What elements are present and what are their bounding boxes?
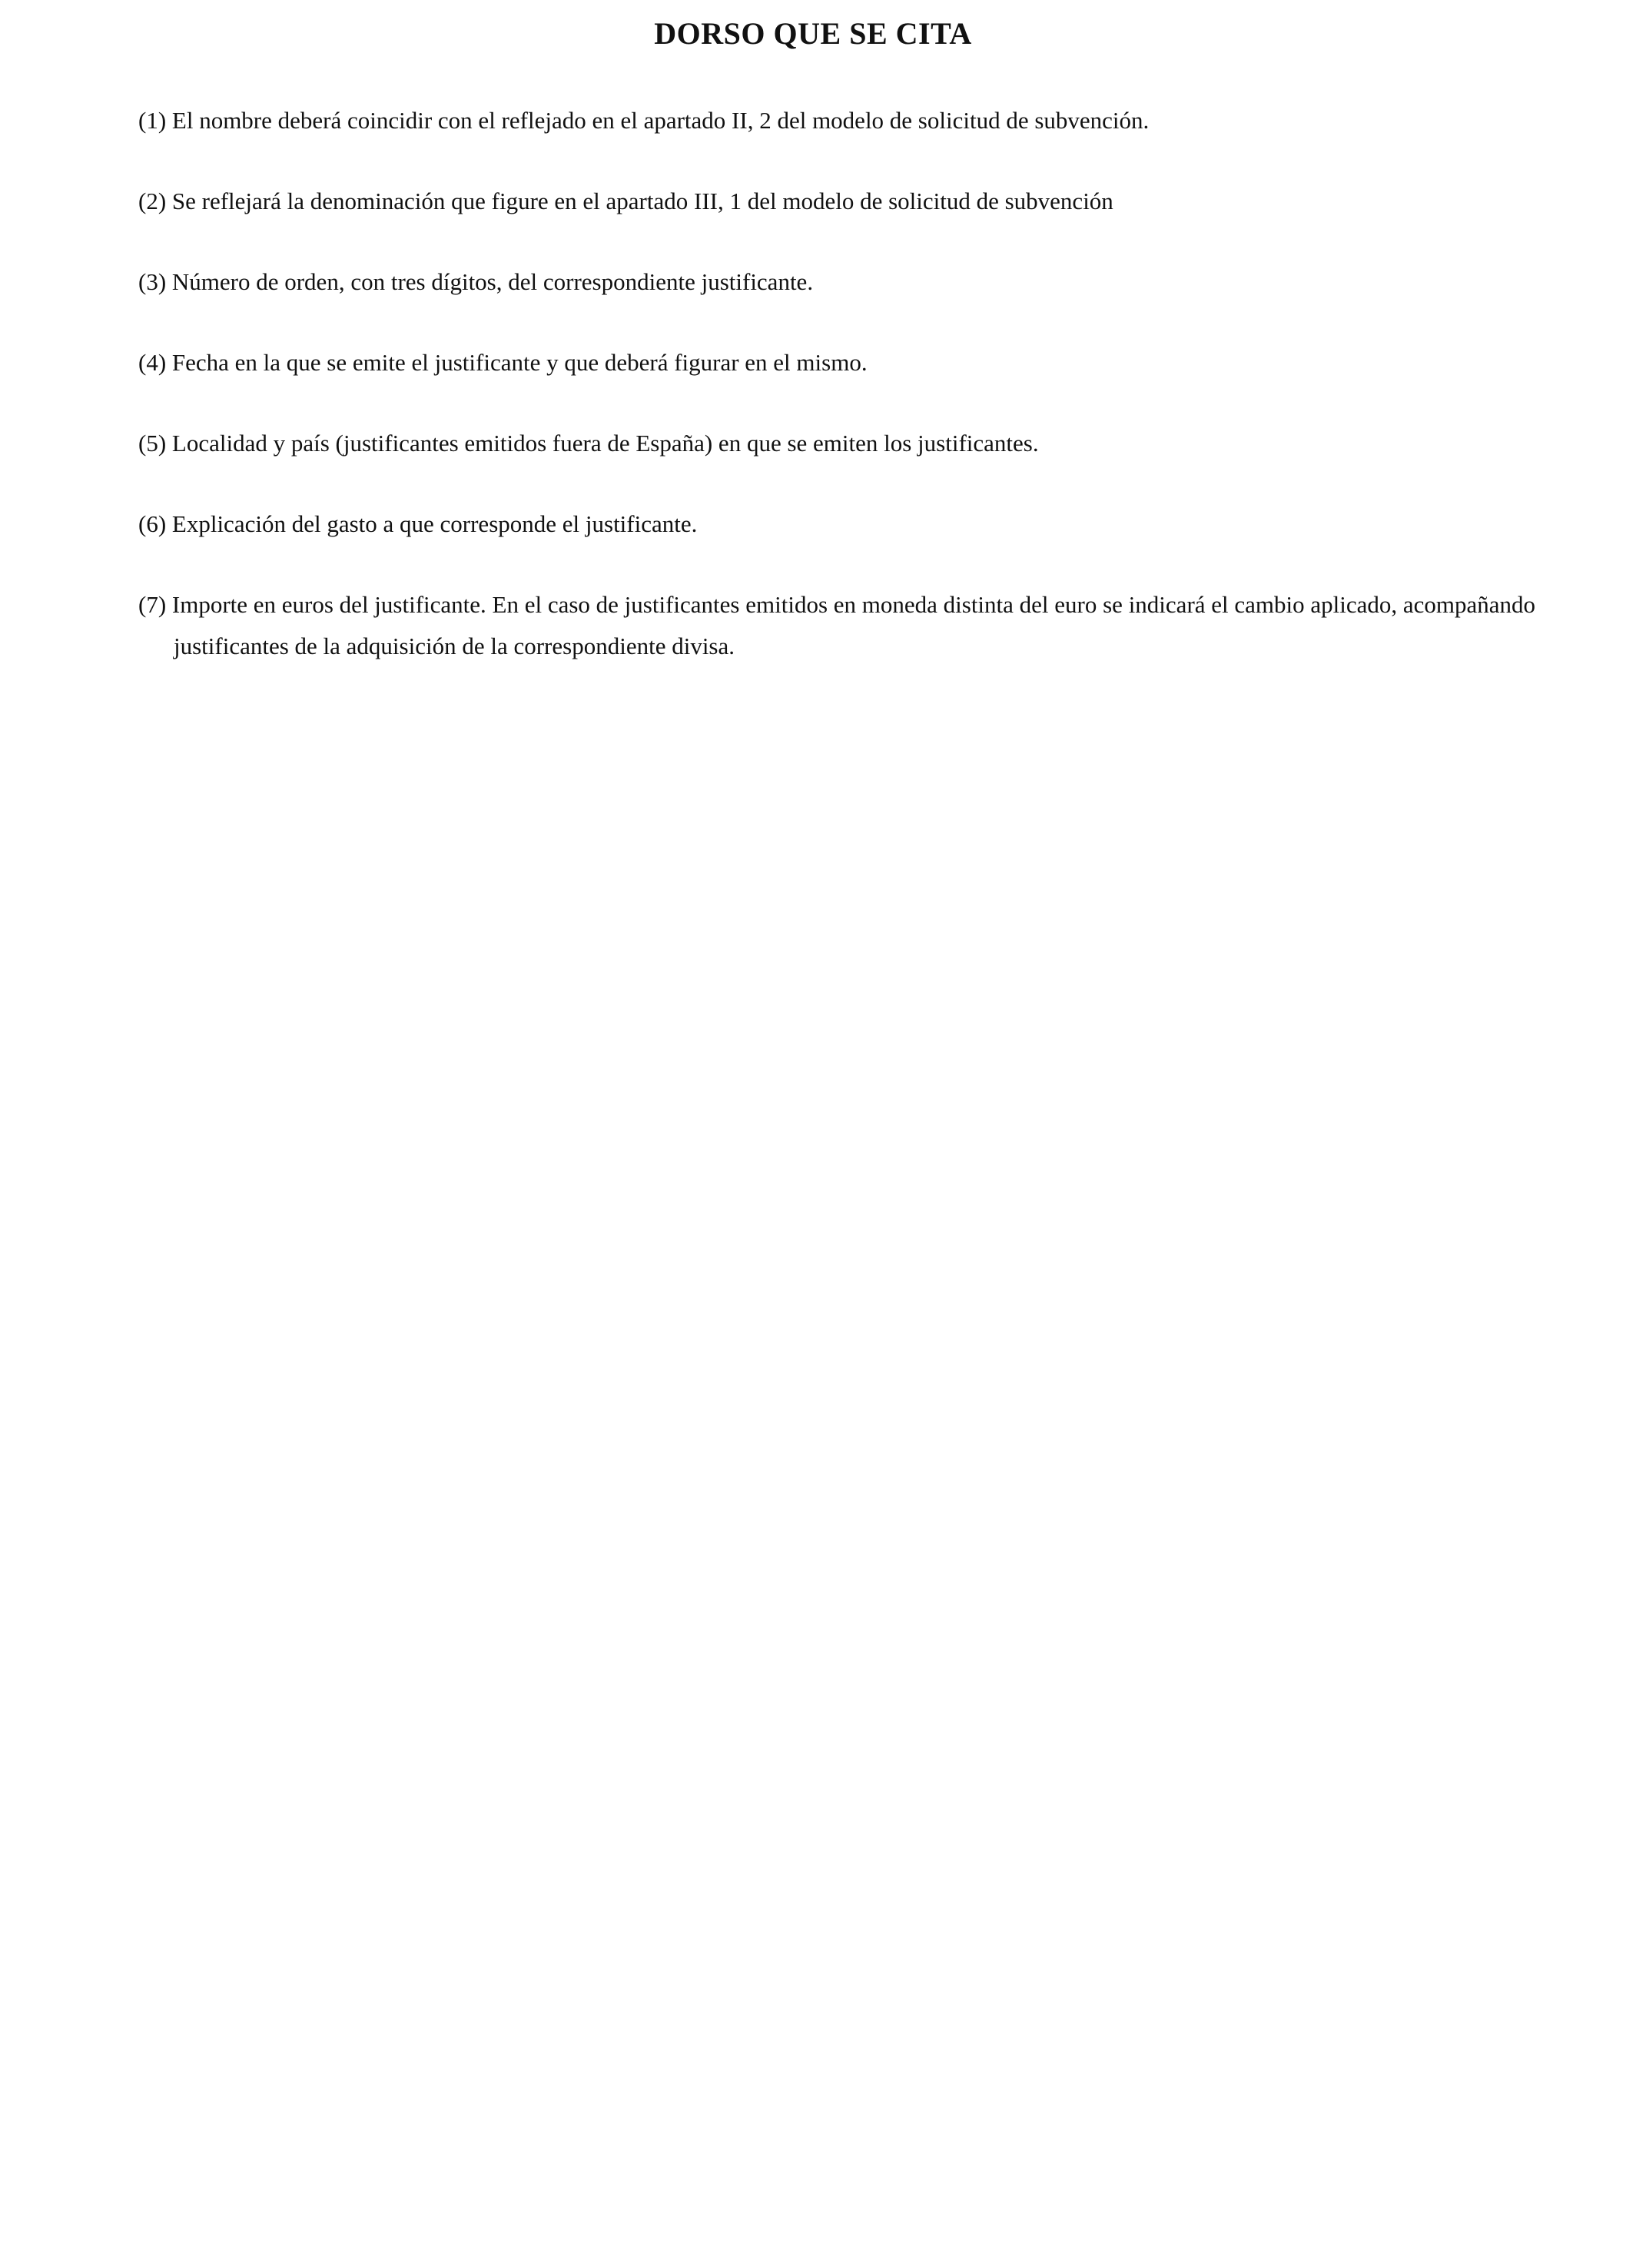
footnote-4: (4) Fecha en la que se emite el justificante y que deberá figurar en el mismo. [138, 349, 868, 376]
footnote-3: (3) Número de orden, con tres dígitos, del correspondiente justificante. [138, 268, 814, 295]
footnote-1: (1) El nombre deberá coincidir con el reflejado en el apartado II, 2 del modelo de solicitud de subvención. [138, 107, 1150, 134]
footnote-7: (7) Importe en euros del justificante. En el caso de justificantes emitidos en moneda distinta del euro se indicará el cambio aplicado, acompañando justificantes de la adquisición de la correspondiente divisa. [138, 591, 1536, 659]
footnote-5: (5) Localidad y país (justificantes emitidos fuera de España) en que se emiten los justificantes. [138, 430, 1039, 457]
footnotes-list [138, 100, 1537, 706]
footnote-6: (6) Explicación del gasto a que corresponde el justificante. [138, 510, 698, 537]
footnote-2: (2) Se reflejará la denominación que figure en el apartado III, 1 del modelo de solicitud de subvención [138, 188, 1113, 214]
page-title: DORSO QUE SE CITA [654, 16, 972, 51]
